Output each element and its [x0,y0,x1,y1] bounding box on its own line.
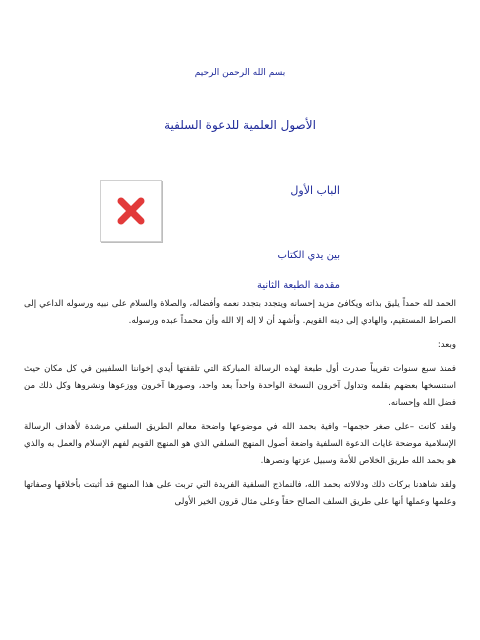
paragraph-wabad: وبعد: [437,340,456,350]
chapter-heading: الباب الأول [290,184,340,197]
basmala-heading: بسم الله الرحمن الرحيم [194,68,286,78]
broken-image-icon [100,180,162,242]
paragraph-blessings: ولقد شاهدنا بركات ذلك ودلالاته بحمد الله، فالنماذج السلفية الفريدة التي تربت على هذا المنهج قد أثبتت بأخلاقها وصفاتها وعلمها وعملها أنها على طريق السلف الصالح حقاً وعلى مثال قرون الخير الأولى [24,480,456,507]
subsection-heading: مقدمة الطبعة الثانية [256,280,340,291]
paragraph-intro: الحمد لله حمداً يليق بذاته ويكافئ مزيد إحسانه ويتجدد بتجدد نعمه وأفضاله، والصلاة والسلام على نبيه ورسوله الداعي إلى الصراط المستقيم، والهادي إلى دينه القويم. وأشهد أن لا إله إلا الله وأن محمداً عبده ورسوله. [24,299,456,326]
document-title: الأصول العلمية للدعوة السلفية [164,118,316,132]
section-heading: بين يدي الكتاب [277,250,340,261]
red-x-icon [101,181,161,241]
paragraph-method: ولقد كانت –على صغر حجمها– وافية بحمد الله في موضوعها واضحة معالم الطريق السلفي مرشدة لأهداف الرسالة الإسلامية موضحة غايات الدعوة السلفية واضعة أصول المنهج السلفي الذي هو المنهج القويم لفهم الإسلام والعمل به والذي هو بحمد الله طريق الخلاص للأمة وسبيل عزتها ونصرها. [24,422,456,466]
body-text [24,296,456,518]
paragraph-history: فمنذ سبع سنوات تقريباً صدرت أول طبعة لهذه الرسالة المباركة التي تلقفتها أيدي إخواننا السلفيين في كل مكان حيث استنسخها بعضهم بقلمه وتداول آخرون النسخة الواحدة واحداً بعد واحد، وصورها آخرون ووزعوها ونشروها وكل ذلك من فضل الله وإحسانه. [24,364,456,408]
